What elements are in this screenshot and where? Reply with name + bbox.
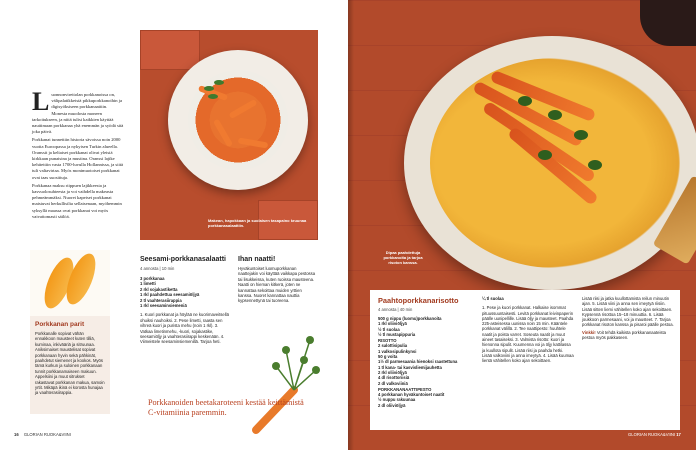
sidebar-box (30, 316, 110, 414)
risotto-col-3 (582, 296, 674, 340)
drop-cap: L (32, 87, 50, 116)
ihan-naatti-box (238, 256, 316, 304)
risotto-ingredient: ½ tl suolaa (378, 326, 400, 332)
risotto-col-1 (378, 296, 474, 408)
salad-ingredient: 2 tl vaahterasiirappia (140, 297, 182, 303)
salad-ingredient: 1 rkl seesaminsiemeniä (140, 303, 187, 309)
page-number-left: 16 (14, 432, 19, 437)
page-number-right: 17 (676, 432, 681, 437)
intro-paragraph-3: Porkkanaa maksu riippuen lajikkeesta ja kasvuolosuhteesta ja voi vaihdella makeasta pehmeämmäksi. Nuoret kapeiset porkkanat maistuvat herkullisilta sellaisenaan, myöhemmin syksyllä maassa ovat porkkanat voi myös vaivattomasti säilöä. (32, 182, 122, 219)
risotto-ingredient: 1 tl kana- tai kasvisliemijauhetta (378, 364, 442, 370)
risotto-ingredient: 4 dl risottoriisiä (378, 375, 410, 381)
right-footer (628, 432, 681, 437)
salad-steps: 1. Kuori porkkanat ja höylää ne kuorimaveitsellä ohuiksi nauhoiksi. 2. Pese limetti, raasta sen vihreä kuori ja purista mehu (noin 1 rkl). 3. Vatkaa limetinmehu, -kuori, sojakastike, seesamiöljy ja vaahterasiirappi keskenään. 4. Viimeistele seesaminsiemenillä. Tarjoa heti. (140, 312, 229, 345)
brand-right: GLORIAN RUOKA&VIINI (628, 432, 676, 437)
right-page (348, 0, 696, 450)
risotto-tip (582, 330, 674, 341)
risotto-ingredient: 4 porkkanan hyväkuntoiset naatit (378, 392, 445, 398)
risotto-subheading: RISOTTO (378, 338, 397, 344)
risotto-title: Paahtoporkkanarisotto (378, 296, 459, 305)
risotto-ingredient: 50 g voita (378, 354, 398, 360)
risotto-col-2 (482, 296, 574, 364)
carrot-illustration (246, 330, 326, 440)
risotto-meta: 4 annosta | 40 min (378, 307, 413, 312)
salad-recipe (140, 256, 230, 345)
left-footer (14, 432, 71, 437)
risotto-ingredient: 2 salottisipulia (378, 343, 408, 349)
intro-text (32, 87, 124, 222)
risotto-recipe-card (370, 290, 680, 430)
pull-quote: Porkkanoiden beetakaroteeni kestää keittämistä C-vitamiinia paremmin. (148, 398, 304, 417)
sidebar-title: Porkkanan parit (35, 321, 85, 328)
ihan-text: Hyväkuntoiset luomuporkkanan naattejakin voi käyttää vaikkapa pestossa tai lisukkeissa, kuten ruoissa mausteena. Naatti on hieman kitkerä, joten ne kannattaa sekoittaa muiden yrttien kanssa. Nuoret kannattaa nauttia kypsennettynä tai tuoreena. (238, 266, 316, 304)
ihan-title: Ihan naatti! (238, 256, 276, 263)
wine-glass (640, 0, 696, 46)
risotto-photo-caption: Dipaa paahdettuja porkkanoita ja tarjoa risoton kanssa. (383, 250, 423, 265)
risotto-ingredient: ¼ tl suolaa (482, 296, 504, 301)
oranges-image (30, 250, 110, 320)
risotto-subheading: PORKKANANAATTIPESTO (378, 386, 432, 392)
tip-text: Voit tehdä kaikista porkkananaateista pestoa myös pakkaseen. (582, 329, 666, 341)
risotto-ingredient: 1 valkosipulinkynsi (378, 348, 417, 354)
salad-title: Seesami-porkkanasalaatti (140, 256, 226, 263)
brand-left: GLORIAN RUOKA&VIINI (23, 432, 71, 437)
salad-photo-caption: Makean, hapokkaan ja suolaisen tasapaino kruunaa porkkanasalaattiin. (208, 218, 307, 228)
salad-meta: 4 annosta | 10 min (140, 266, 175, 271)
risotto-ingredient: 500 g nippu (luomu)porkkanoita (378, 316, 442, 321)
risotto-ingredient: 2 dl oliiviöljyä (378, 402, 406, 408)
tip-label: Vinkki! (582, 329, 596, 335)
intro-paragraph-2: Porkkanat tunnettiin historia sävoissa noin 2000 vuotta Euroopassa ja nykyisen Turkin alueella. Oranssit ja keltaiset porkkanat olivat yleisiä kirkkaan punaisina ja mustina. Oranssi lajike kehitettiin vasta 1700-luvulla Hollannissa, ja siitä tuli valtavirtaa. Myös monimuotoiset porkkanat ovat taas suosittuja. (32, 137, 124, 180)
salad-bowl (168, 50, 308, 190)
risotto-ingredient: ½ nuppu rakuunaa (378, 397, 416, 403)
risotto-ingredient: ½ tl mustapippuria (378, 331, 416, 337)
salad-ingredient: 1 rkl paahdettua seesamiöljyä (140, 292, 200, 298)
salad-ingredient: 2 rkl sojakastiketta (140, 286, 178, 292)
intro-paragraph-1: uonnonvireitolan porkkanoissa on, välipalatikkeistä pikkuporkkanoihin ja digisyöksiseen porkkanaattiin. Monesta muodosta moneen tarkoitukseen, ja niitä tulisi kaikkien käyttää nauttimaan porkkanaa yhä enemmän ja syödä sitä joka päivä. (32, 92, 124, 135)
risotto-ingredient: 2 rkl oliiviöljyä (378, 369, 407, 375)
risotto-ingredient: 1 rkl oliiviöljyä (378, 321, 407, 327)
risotto-ingredient: 2 dl valkoviiniä (378, 380, 408, 386)
risotto-steps-1: 1. Pese ja kuori porkkanat. Halkaise isommat pituussuuntaisesti. Levitä porkkanat leivinpaperin päälle uunipellille. Lisää öljy ja mausteet. Paahda 225-asteisessa uunissa noin 15 min. Kääntele porkkanat välillä. 2. Tee naattipesto: huuhtele naatit ja poista varret. Soseuta naatit ja muut aineet tasaiseksi. 3. Valmista risotto: kuori ja hienonna sipulit. Kuumenna voi ja öljy kattilassa ja kuullota sipulit. Lisää riisi ja paahda hetki. Lisää valkoviini ja anna imeytyä. 4. Lisää kuumaa lientä vähitellen koko ajan sekoittaen. (482, 305, 574, 364)
risotto-ingredient: 1½ dl parmesaania hienoksi raastettuna (378, 359, 458, 365)
risotto-steps-2: Lisää riisi ja jatka kuullottamista reilun minuutin ajan. 5. Lisää viini ja anna sen imeytyä riisiin. Lisää sitten liemi vähitellen koko ajan sekoittaen. Kypsennä risottoa 15–18 minuuttia. 6. Lisää joukkoon parmesaani, voi ja mausteet. 7. Tarjoa porkkanat risoton kanssa ja pisaroi päälle pestoa. (582, 296, 674, 328)
sidebar-text: Porkkanalle sopivat vähän ennakkoon mausteet kuten tilliä, kuminaa, inkivääriä ja sitruunaa. Aniksimaiset maustelisat sopivat porkkanaan hyvin sekä pähkinät, paahdetut siemenet ja kookos. Myös tämä kurkun ja suloinen porkkanaan tunnit porkkanamaiseen makuun. Appelsiini ja muut sitrukset rakastavat porkkanan makua, samoin yrtit. Mikäpä ikinä ei korosta hunajaa ja vaahterasiirappia. (35, 331, 105, 396)
carrot-salad-photo (140, 30, 318, 240)
salad-ingredient: 3 porkkanaa (140, 276, 165, 281)
salad-ingredient: 1 limetti (140, 281, 156, 287)
